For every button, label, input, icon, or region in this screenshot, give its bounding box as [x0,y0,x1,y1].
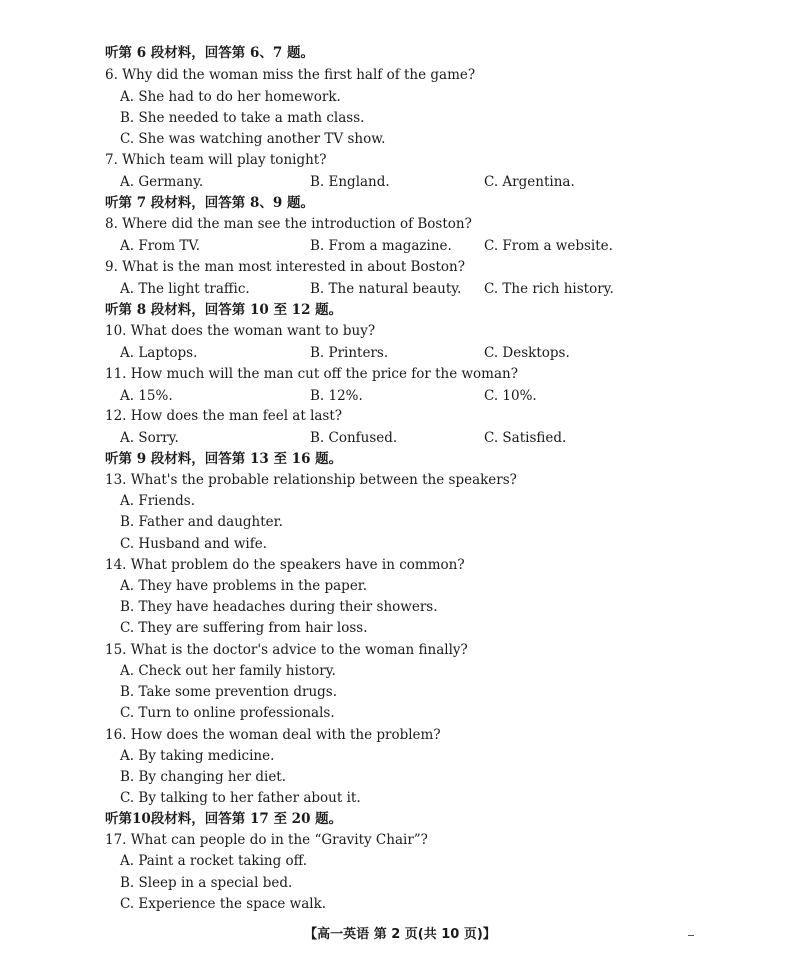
scan-mark [688,935,694,936]
question-10-stem: 10. What does the woman want to buy? [105,323,376,339]
question-6-option-a: A. She had to do her homework. [120,89,341,105]
question-15-option-a: A. Check out her family history. [120,663,336,679]
question-9-option-a: A. The light traffic. [120,281,250,297]
question-14-option-a: A. They have problems in the paper. [120,578,368,594]
question-6-option-b: B. She needed to take a math class. [120,110,365,126]
question-17-option-c: C. Experience the space walk. [120,896,327,912]
question-17-option-a: A. Paint a rocket taking off. [120,853,308,869]
question-9-options [0,279,614,300]
question-16-option-c: C. By talking to her father about it. [120,790,361,806]
question-17-stem: 17. What can people do in the “Gravity Chair”? [105,832,428,848]
question-11-option-b: B. 12%. [310,388,363,404]
question-6-option-c: C. She was watching another TV show. [120,131,386,147]
question-8-stem: 8. Where did the man see the introduction of Boston? [105,216,472,232]
question-15-option-c: C. Turn to online professionals. [120,705,335,721]
question-17-option-b: B. Sleep in a special bed. [120,875,293,891]
question-13-option-c: C. Husband and wife. [120,536,267,552]
question-14-stem: 14. What problem do the speakers have in common? [105,557,465,573]
question-7-options [0,172,575,193]
section-heading-7: 听第 7 段材料，回答第 8、9 题。 [105,195,314,211]
question-16-option-b: B. By changing her diet. [120,769,287,785]
section-heading-9: 听第 9 段材料，回答第 13 至 16 题。 [105,451,343,467]
section-heading-10: 听第10段材料，回答第 17 至 20 题。 [105,811,343,827]
page-footer: 【高一英语 第 2 页(共 10 页)】 [304,927,496,942]
question-12-options [0,428,567,449]
question-13-option-b: B. Father and daughter. [120,514,283,530]
question-8-option-a: A. From TV. [120,238,201,254]
section-heading-8: 听第 8 段材料，回答第 10 至 12 题。 [105,302,343,318]
section-heading-6: 听第 6 段材料，回答第 6、7 题。 [105,45,314,61]
question-11-option-a: A. 15%. [120,388,173,404]
question-6-stem: 6. Why did the woman miss the first half of the game? [105,67,476,83]
question-7-stem: 7. Which team will play tonight? [105,152,327,168]
question-12-option-a: A. Sorry. [120,430,179,446]
question-8-options [0,236,613,257]
question-11-option-c: C. 10%. [484,388,537,404]
question-16-stem: 16. How does the woman deal with the problem? [105,727,441,743]
question-8-option-b: B. From a magazine. [310,238,452,254]
question-10-option-b: B. Printers. [310,345,389,361]
question-13-stem: 13. What's the probable relationship between the speakers? [105,472,517,488]
question-9-option-b: B. The natural beauty. [310,281,462,297]
question-9-stem: 9. What is the man most interested in about Boston? [105,259,465,275]
question-9-option-c: C. The rich history. [484,281,614,297]
question-8-option-c: C. From a website. [484,238,613,254]
question-11-stem: 11. How much will the man cut off the price for the woman? [105,366,518,382]
question-13-option-a: A. Friends. [120,493,196,509]
question-12-option-c: C. Satisfied. [484,430,567,446]
question-12-stem: 12. How does the man feel at last? [105,408,343,424]
question-7-option-a: A. Germany. [120,174,204,190]
question-15-option-b: B. Take some prevention drugs. [120,684,338,700]
question-14-option-b: B. They have headaches during their showers. [120,599,438,615]
question-12-option-b: B. Confused. [310,430,398,446]
question-7-option-b: B. England. [310,174,390,190]
question-7-option-c: C. Argentina. [484,174,575,190]
question-10-option-a: A. Laptops. [120,345,198,361]
question-16-option-a: A. By taking medicine. [120,748,275,764]
question-15-stem: 15. What is the doctor's advice to the woman finally? [105,642,468,658]
question-10-option-c: C. Desktops. [484,345,570,361]
question-11-options [0,386,537,407]
question-14-option-c: C. They are suffering from hair loss. [120,620,368,636]
question-10-options [0,343,570,364]
